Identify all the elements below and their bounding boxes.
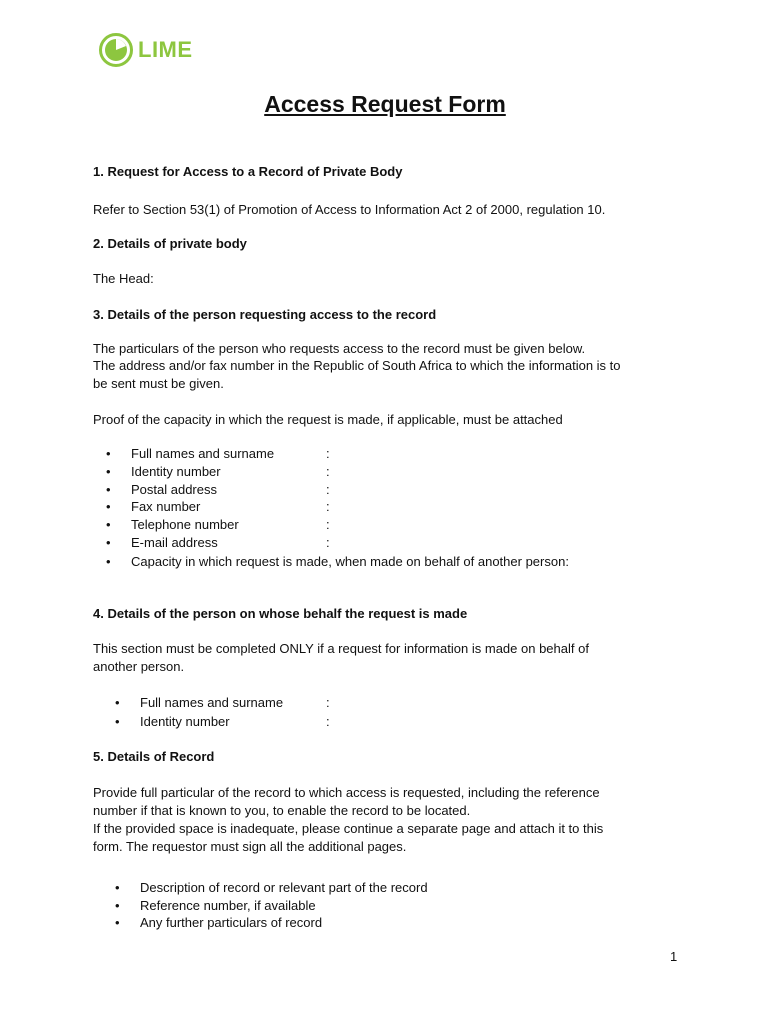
list-item: Postal address [131,482,217,497]
list-item: Identity number [131,464,221,479]
section-5-text-line: number if that is known to you, to enable the record to be located. [93,803,471,818]
section-2-text: The Head: [93,271,154,286]
bullet: • [106,554,111,569]
page-number: 1 [670,949,678,964]
list-item: Description of record or relevant part of the record [140,880,428,895]
section-5-heading: 5. Details of Record [93,749,215,764]
section-3-proof-text: Proof of the capacity in which the request is made, if applicable, must be attached [93,412,563,427]
section-5-text-line: Provide full particular of the record to which access is requested, including the reference [93,785,600,800]
logo-text: LIME [138,37,193,62]
section-3-paragraph-line: The particulars of the person who requests access to the record must be given below. [93,341,586,356]
lime-logo-icon [99,33,133,67]
bullet: • [115,714,120,729]
section-5-text-line: form. The requestor must sign all the additional pages. [93,839,407,854]
field-colon: : [326,482,330,497]
list-item: E-mail address [131,535,218,550]
page-title: Access Request Form [264,91,506,117]
section-2-heading: 2. Details of private body [93,236,247,251]
bullet: • [115,880,120,895]
list-item: Full names and surname [131,446,275,461]
lime-logo [99,32,193,68]
section-4-text-line: another person. [93,659,185,674]
list-item: Any further particulars of record [140,915,323,930]
section-1-text: Refer to Section 53(1) of Promotion of Access to Information Act 2 of 2000, regulation 10. [93,202,606,217]
bullet: • [106,535,111,550]
section-3-paragraph-line: be sent must be given. [93,376,224,391]
field-colon: : [326,695,330,710]
section-4-heading: 4. Details of the person on whose behalf the request is made [93,606,468,621]
field-colon: : [326,499,330,514]
bullet: • [106,499,111,514]
bullet: • [106,464,111,479]
section-3-heading: 3. Details of the person requesting access to the record [93,307,437,322]
list-item: Telephone number [131,517,239,532]
bullet: • [115,695,120,710]
bullet: • [115,915,120,930]
section-3-paragraph-line: The address and/or fax number in the Republic of South Africa to which the information is to [93,358,621,373]
field-colon: : [326,535,330,550]
list-item: Reference number, if available [140,898,316,913]
bullet: • [106,482,111,497]
section-5-text-line: If the provided space is inadequate, please continue a separate page and attach it to this [93,821,604,836]
list-item: Capacity in which request is made, when made on behalf of another person: [131,554,569,569]
bullet: • [115,898,120,913]
field-colon: : [326,464,330,479]
list-item: Identity number [140,714,230,729]
list-item: Fax number [131,499,201,514]
field-colon: : [326,446,330,461]
list-item: Full names and surname [140,695,284,710]
bullet: • [106,446,111,461]
field-colon: : [326,714,330,729]
field-colon: : [326,517,330,532]
bullet: • [106,517,111,532]
section-1-heading: 1. Request for Access to a Record of Private Body [93,164,403,179]
section-4-text-line: This section must be completed ONLY if a request for information is made on behalf of [93,641,589,656]
